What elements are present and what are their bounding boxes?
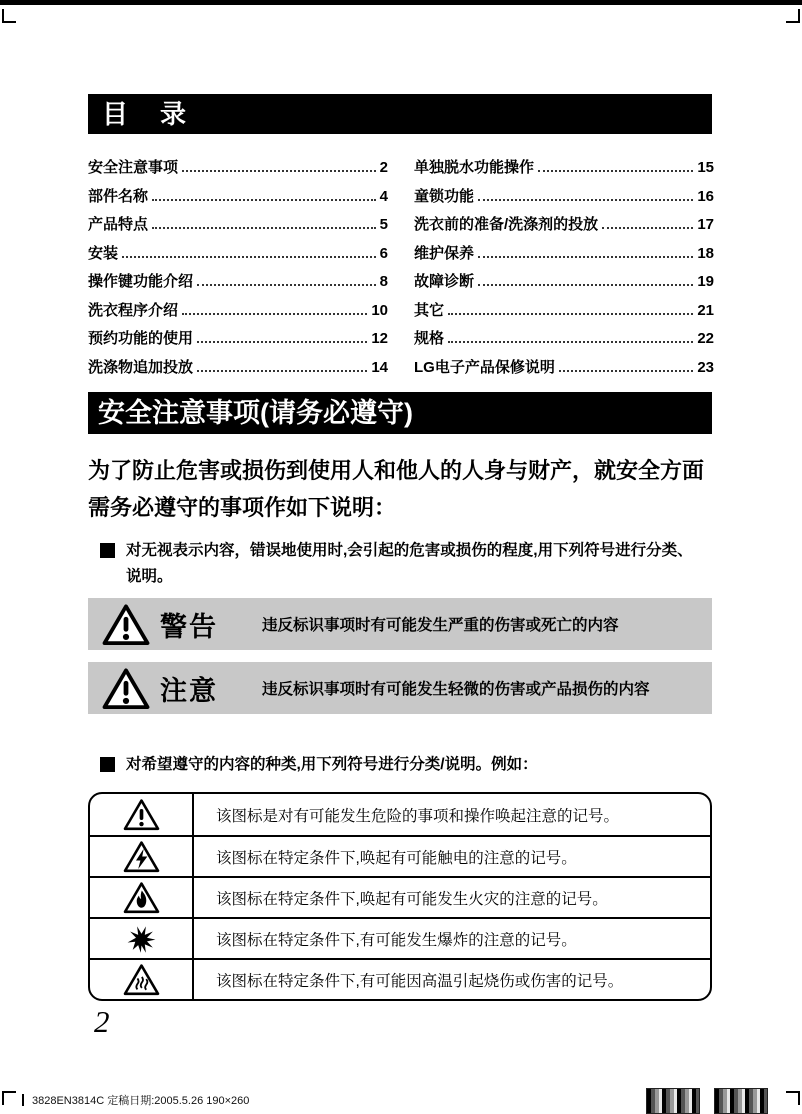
crop-mark-bottom-left [2, 1091, 16, 1105]
toc-entry-page: 17 [697, 216, 714, 233]
symbol-description: 该图标是对有可能发生危险的事项和操作唤起注意的记号。 [216, 807, 620, 825]
toc-entry-page: 12 [371, 330, 388, 347]
toc-dot-leader [448, 304, 693, 315]
toc-entry-page: 23 [697, 358, 714, 376]
table-row [90, 835, 710, 876]
crop-mark-top-right [786, 9, 800, 23]
toc-entry-page: 8 [379, 273, 388, 290]
caution-description: 违反标识事项时有可能发生轻微的伤害或产品损伤的内容 [262, 681, 650, 698]
footer [22, 1092, 249, 1108]
toc-dot-leader [478, 190, 693, 201]
caution-level-box [88, 662, 712, 714]
toc-entry [88, 242, 388, 271]
footer-text: 3828EN3814C 定稿日期:2005.5.26 190×260 [32, 1095, 250, 1107]
square-bullet-icon [100, 757, 115, 772]
toc-entry [414, 185, 714, 214]
footer-tick-mark [22, 1094, 24, 1106]
symbol-legend-table [88, 792, 712, 1001]
toc-entry-label: 安全注意事项 [88, 159, 179, 176]
toc-title: 目 录 [102, 99, 190, 129]
toc-entry-label: 部件名称 [88, 187, 149, 205]
toc-dot-leader [478, 275, 693, 286]
high-temperature-warning-icon [90, 960, 194, 999]
toc-dot-leader [602, 218, 693, 229]
symbol-description: 该图标在特定条件下,有可能发生爆炸的注意的记号。 [216, 931, 577, 949]
classification-note [100, 538, 698, 590]
toc-entry-label: 洗衣前的准备/洗涤剂的投放 [414, 216, 599, 233]
toc-entry-page: 15 [697, 159, 714, 176]
symbol-description: 该图标在特定条件下,唤起有可能发生火灾的注意的记号。 [216, 890, 608, 908]
safety-intro-paragraph: 为了防止危害或损伤到使用人和他人的人身与财产，就安全方面需务必遵守的事项作如下说明： [88, 458, 705, 520]
square-bullet-icon [100, 543, 115, 558]
toc-dot-leader [197, 361, 367, 372]
crop-mark-top-left [2, 9, 16, 23]
toc-entry-label: 故障诊断 [414, 273, 475, 290]
toc-entry-label: 单独脱水功能操作 [414, 159, 535, 176]
symbol-description: 该图标在特定条件下,有可能因高温引起烧伤或伤害的记号。 [216, 972, 624, 990]
toc-left-column [88, 156, 388, 384]
table-row [90, 958, 710, 999]
toc-entry [414, 356, 714, 385]
electric-shock-warning-icon [90, 837, 194, 876]
toc-dot-leader [152, 218, 376, 229]
toc-entry-page: 2 [379, 159, 388, 176]
toc-entry-label: 其它 [414, 301, 445, 319]
toc-dot-leader [197, 332, 367, 343]
toc-entry-label: 操作键功能介绍 [88, 273, 194, 290]
print-calibration-bar [646, 1088, 700, 1114]
toc-entry-label: 童锁功能 [414, 187, 475, 205]
toc-entry [414, 156, 714, 185]
toc-entry-label: 产品特点 [88, 216, 149, 233]
toc-entry [88, 270, 388, 299]
toc-dot-leader [182, 304, 367, 315]
toc-entry [88, 185, 388, 214]
fire-warning-icon [90, 878, 194, 917]
caution-label: 注意 [160, 675, 218, 706]
toc-dot-leader [478, 247, 693, 258]
toc-entry-label: 洗衣程序介绍 [88, 301, 179, 319]
table-row [90, 876, 710, 917]
toc-dot-leader [152, 190, 376, 201]
toc-entry-label: LG电子产品保修说明 [414, 358, 555, 376]
crop-mark-bottom-right [786, 1091, 800, 1105]
toc-right-column [414, 156, 714, 384]
toc-entry [414, 299, 714, 328]
toc-dot-leader [122, 247, 376, 258]
toc-entry-page: 5 [379, 216, 388, 233]
toc-entry-page: 4 [379, 187, 388, 205]
table-row [90, 794, 710, 835]
general-warning-triangle-icon [90, 794, 194, 835]
safety-section-title: 安全注意事项(请务必遵守) [98, 398, 413, 428]
toc-entry-page: 10 [371, 301, 388, 319]
toc [88, 156, 714, 384]
symbol-note-text: 对希望遵守的内容的种类,用下列符号进行分类/说明。例如： [126, 756, 538, 773]
toc-entry [88, 327, 388, 356]
toc-dot-leader [559, 361, 693, 372]
explosion-warning-icon [90, 919, 194, 958]
toc-dot-leader [182, 161, 376, 172]
toc-entry [414, 213, 714, 242]
warning-level-box [88, 598, 712, 650]
warning-label: 警告 [160, 611, 218, 642]
toc-entry-label: 预约功能的使用 [88, 330, 194, 347]
classification-note-text: 对无视表示内容，错误地使用时,会引起的危害或损伤的程度,用下列符号进行分类、说明。 [126, 542, 693, 585]
toc-title-bar [88, 94, 712, 134]
table-row [90, 917, 710, 958]
toc-entry [88, 299, 388, 328]
toc-dot-leader [538, 161, 693, 172]
toc-entry-page: 16 [697, 187, 714, 205]
warning-triangle-icon [102, 667, 150, 710]
toc-entry [414, 242, 714, 271]
toc-entry [88, 213, 388, 242]
toc-dot-leader [197, 275, 376, 286]
toc-entry [414, 270, 714, 299]
toc-dot-leader [448, 332, 693, 343]
toc-entry-label: 洗涤物追加投放 [88, 358, 194, 376]
print-calibration-bar [714, 1088, 768, 1114]
toc-entry [414, 327, 714, 356]
symbol-note [100, 752, 698, 778]
safety-section-title-bar [88, 392, 712, 434]
toc-entry [88, 156, 388, 185]
toc-entry-label: 安装 [88, 244, 119, 262]
warning-description: 违反标识事项时有可能发生严重的伤害或死亡的内容 [262, 617, 619, 634]
toc-entry-label: 维护保养 [414, 244, 475, 262]
top-print-strip [0, 0, 802, 5]
toc-entry-page: 22 [697, 330, 714, 347]
toc-entry-page: 14 [371, 358, 388, 376]
toc-entry-page: 19 [697, 273, 714, 290]
warning-triangle-icon [102, 603, 150, 646]
toc-entry-label: 规格 [414, 330, 445, 347]
toc-entry-page: 21 [697, 301, 714, 319]
symbol-description: 该图标在特定条件下,唤起有可能触电的注意的记号。 [216, 849, 577, 867]
toc-entry-page: 18 [697, 244, 714, 262]
toc-entry [88, 356, 388, 385]
toc-entry-page: 6 [379, 244, 388, 262]
page-number: 2 [94, 1004, 110, 1039]
